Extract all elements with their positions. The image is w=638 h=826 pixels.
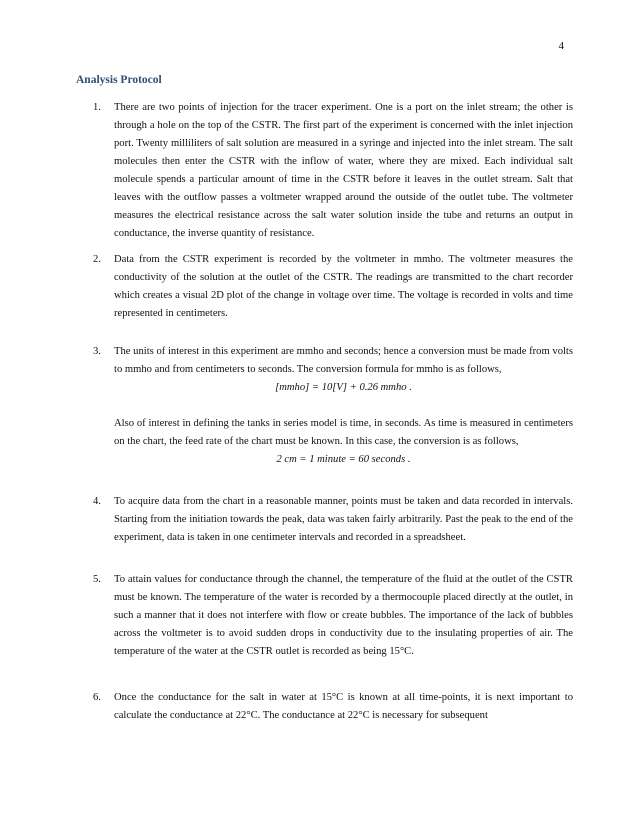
- item-text-continued: Also of interest in defining the tanks in series model is time, in seconds. As time is measured in centimeters on the chart, the feed rate of the chart must be known. In this case, the conversion is as follows,: [114, 418, 573, 447]
- page-number: 4: [558, 40, 564, 52]
- item-text: There are two points of injection for the tracer experiment. One is a port on the inlet stream; the other is through a hole on the top of the CSTR. The first part of the experiment is concerned with the inlet injection port. Twenty milliliters of salt solution are measured in a syringe and injected into the inlet stream. The salt molecules then enter the CSTR with the inflow of water, where they are mixed. Each individual salt molecule spends a particular amount of time in the CSTR before it leaves in the outlet stream. Salt that leaves with the outflow passes a voltmeter wrapped around the outside of the outlet tube. The voltmeter measures the electrical resistance across the salt water solution inside the tube and returns an output in conductance, the inverse quantity of resistance.: [114, 102, 573, 239]
- list-item: [93, 571, 573, 661]
- list-item: [93, 493, 573, 547]
- section-heading: Analysis Protocol: [76, 74, 162, 86]
- item-text: To attain values for conductance through the channel, the temperature of the fluid at the outlet of the CSTR must be known. The temperature of the water is recorded by a thermocouple placed directly at the outlet, in such a manner that it does not interfere with flow or create bubbles. The importance of the lack of bubbles across the voltmeter is to avoid sudden drops in conductivity due to the insulating properties of air. The temperature of the water at the CSTR outlet is recorded as being 15°C.: [114, 574, 573, 657]
- item-number: 5.: [93, 574, 101, 585]
- item-text: The units of interest in this experiment are mmho and seconds; hence a conversion must be made from volts to mmho and from centimeters to seconds. The conversion formula for mmho is as follows,: [114, 346, 573, 375]
- item-number: 2.: [93, 254, 101, 265]
- item-text: Once the conductance for the salt in water at 15°C is known at all time-points, it is next important to calculate the conductance at 22°C. The conductance at 22°C is necessary for subsequent: [114, 692, 573, 721]
- item-text: To acquire data from the chart in a reasonable manner, points must be taken and data recorded in intervals. Starting from the initiation towards the peak, data was taken fairly arbitrarily. Past the peak to the end of the experiment, data is taken in one centimeter intervals and recorded in a spreadsheet.: [114, 496, 573, 543]
- item-number: 1.: [93, 102, 101, 113]
- conversion-formula-time: 2 cm = 1 minute = 60 seconds .: [276, 454, 411, 465]
- conversion-formula-mmho: [mmho] = 10[V] + 0.26 mmho .: [275, 382, 412, 393]
- item-text: Data from the CSTR experiment is recorded by the voltmeter in mmho. The voltmeter measures the conductivity of the solution at the outlet of the CSTR. The readings are transmitted to the chart recorder which creates a visual 2D plot of the change in voltage over time. The voltage is recorded in volts and time represented in centimeters.: [114, 254, 573, 319]
- item-number: 3.: [93, 346, 101, 357]
- list-item: [93, 689, 573, 725]
- list-item: [93, 343, 573, 469]
- item-number: 4.: [93, 496, 101, 507]
- item-number: 6.: [93, 692, 101, 703]
- list-item: [93, 251, 573, 323]
- list-item: [93, 99, 573, 243]
